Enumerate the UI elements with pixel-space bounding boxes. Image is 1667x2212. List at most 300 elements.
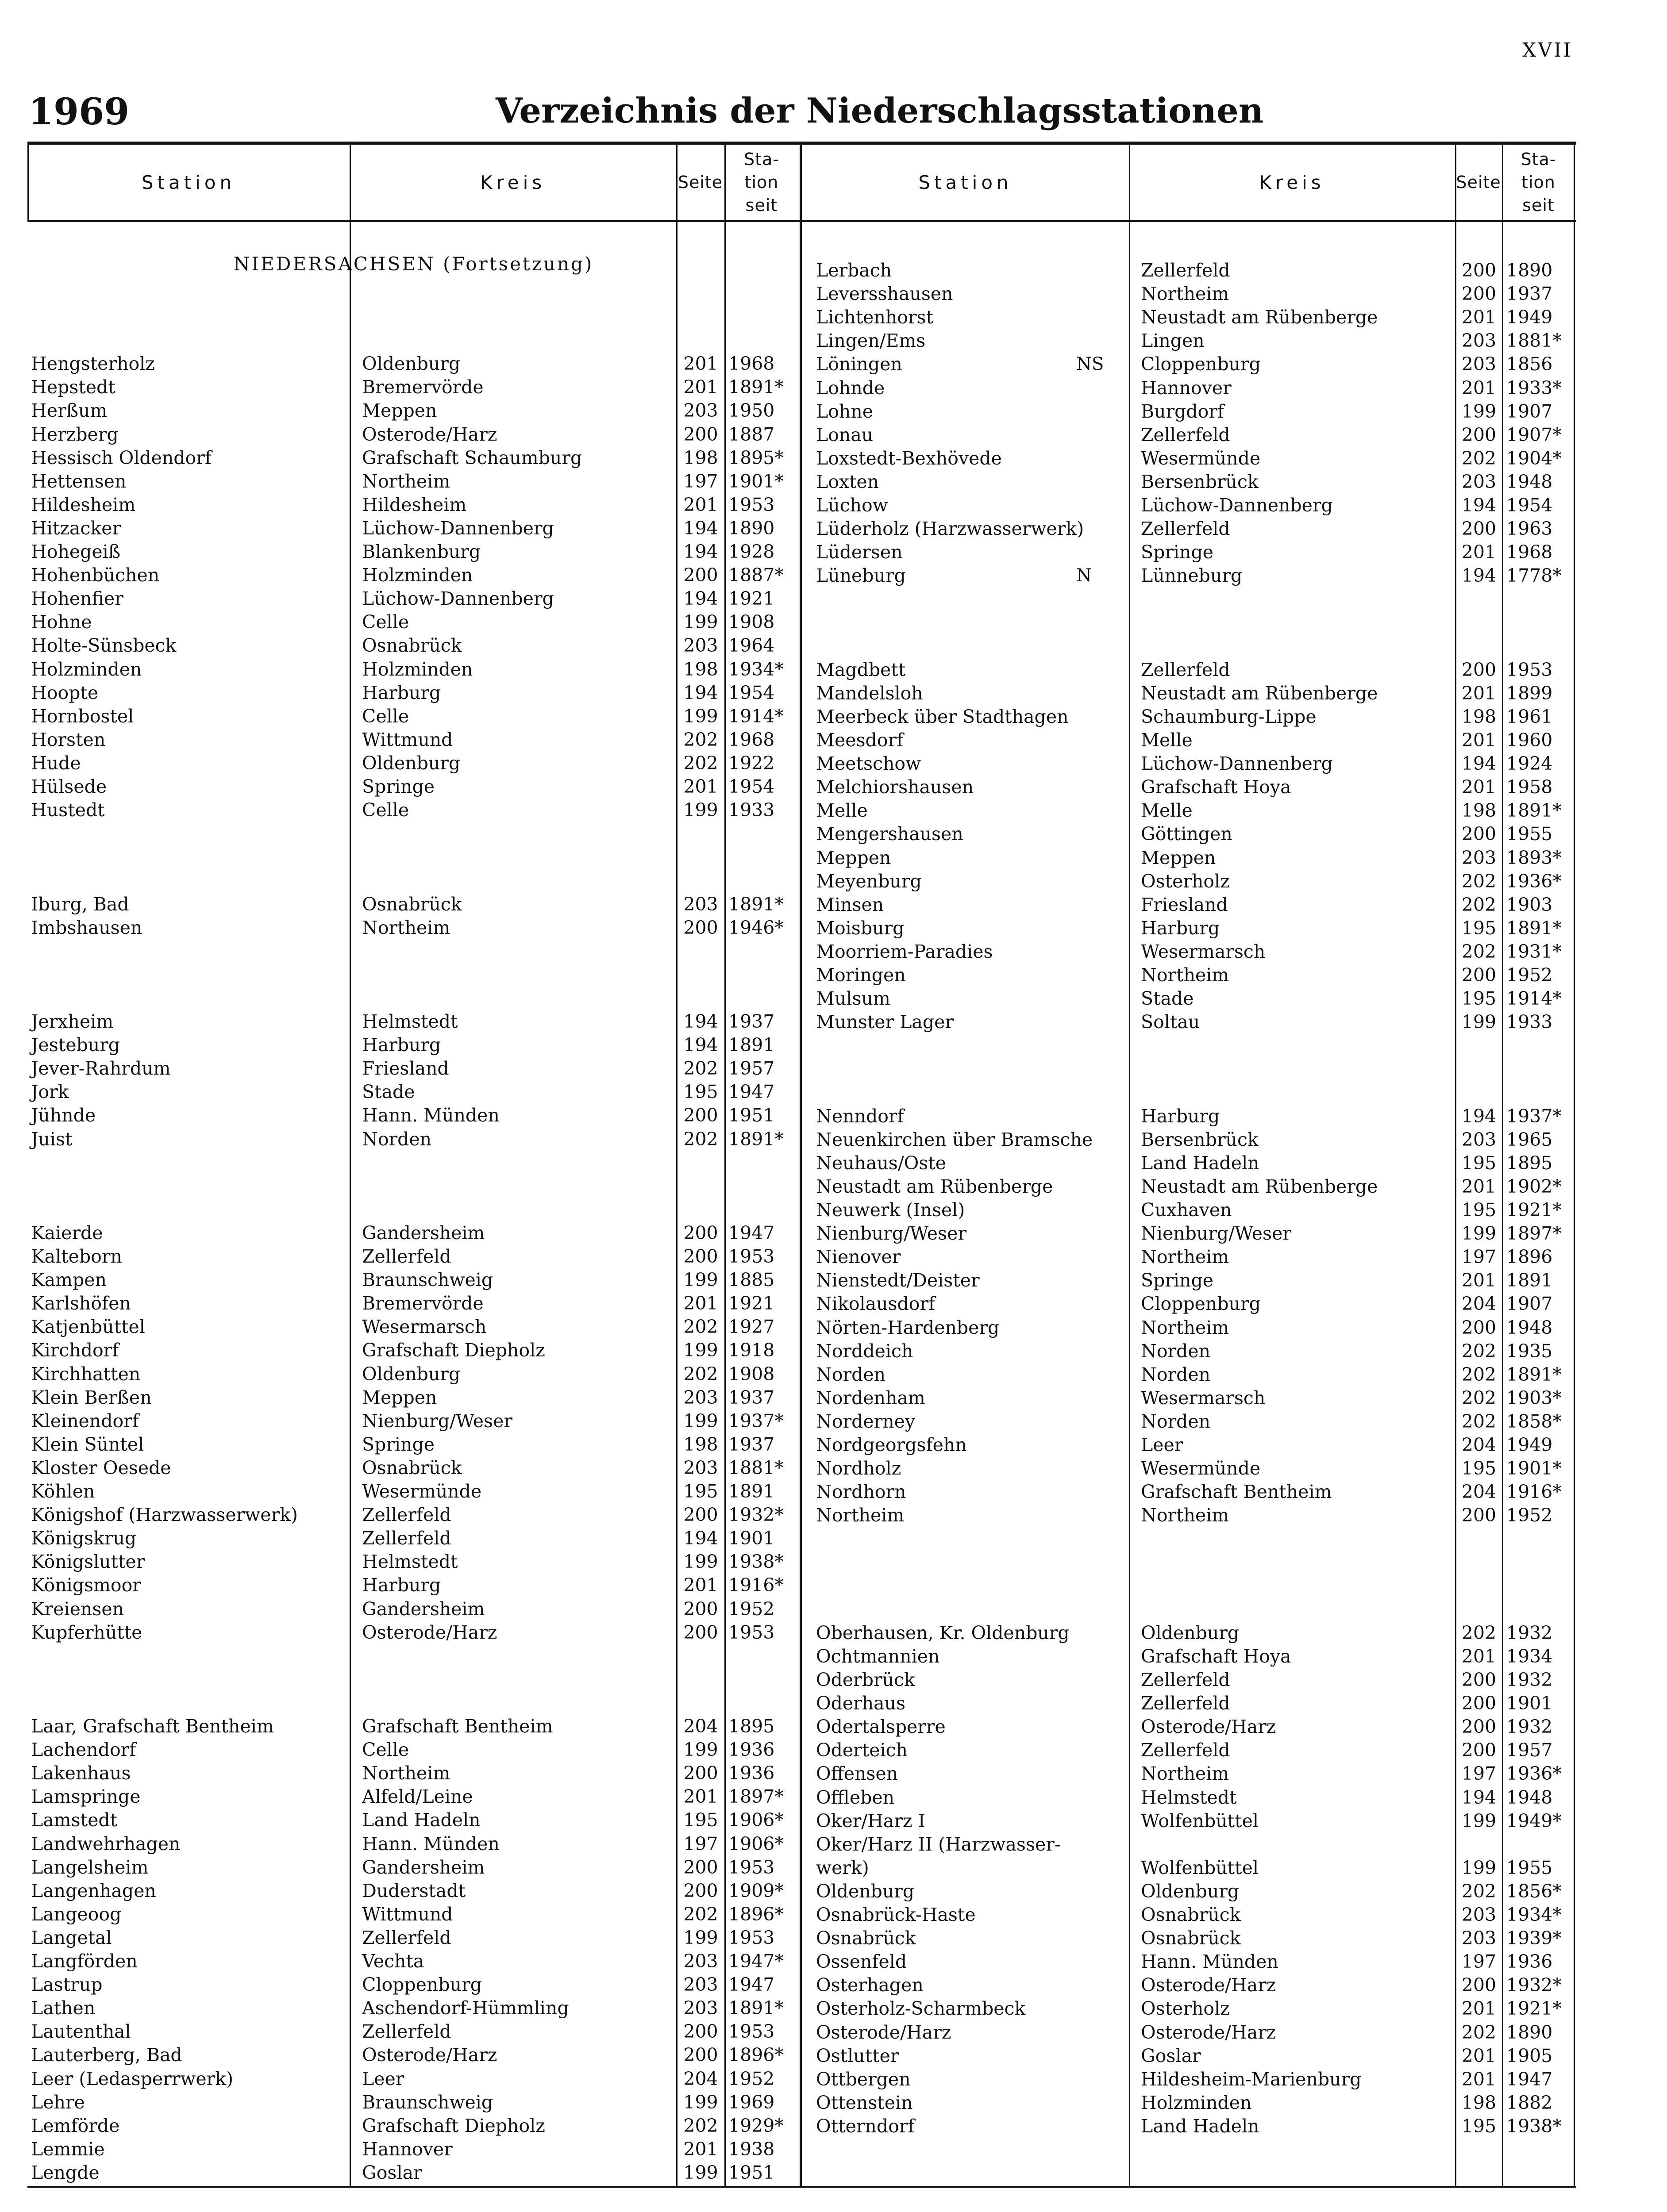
table-row <box>27 940 1574 964</box>
seite-value: 197 <box>683 1833 718 1855</box>
station-seit-value: 1952 <box>1506 1505 1553 1526</box>
station-seit-value: 1937 <box>1506 283 1553 305</box>
station-seit-value: 1891* <box>1506 1363 1562 1385</box>
station-name: Loxstedt-Bexhövede <box>816 447 1002 469</box>
kreis-name: Soltau <box>1141 1011 1200 1033</box>
station-name: Norden <box>816 1363 886 1385</box>
station-name: Langelsheim <box>31 1856 149 1878</box>
seite-value: 198 <box>1461 800 1497 822</box>
kreis-name: Grafschaft Schaumburg <box>362 447 582 469</box>
station-name: Meetschow <box>816 753 921 775</box>
table-row <box>27 541 1574 564</box>
seite-value: 201 <box>1461 682 1497 704</box>
station-seit-value: 1948 <box>1506 1786 1553 1808</box>
kreis-name: Duderstadt <box>362 1880 466 1901</box>
station-name: Ossenfeld <box>816 1951 907 1973</box>
table-row <box>27 447 1574 470</box>
table-row <box>27 729 1574 752</box>
station-name: Lautenthal <box>31 2021 131 2043</box>
station-seit-value: 1918 <box>728 1340 775 1361</box>
station-seit-value: 1951 <box>728 1105 775 1126</box>
seite-value: 198 <box>683 658 718 680</box>
station-name: Löningen <box>816 353 902 375</box>
kreis-name: Grafschaft Bentheim <box>1141 1481 1332 1503</box>
seite-value: 199 <box>1461 1810 1497 1832</box>
kreis-name: Goslar <box>1141 2045 1201 2066</box>
table-row <box>27 822 1574 846</box>
kreis-name: Wesermünde <box>1141 1458 1261 1479</box>
station-seit-value: 1932* <box>728 1504 784 1526</box>
kreis-name: Bremervörde <box>362 1293 484 1314</box>
kreis-name: Lünneburg <box>1141 565 1243 587</box>
seite-value: 195 <box>1461 1199 1497 1221</box>
seite-value: 200 <box>1461 260 1497 281</box>
station-name: Lemförde <box>31 2115 120 2136</box>
station-seit-value: 1890 <box>1506 260 1553 281</box>
seite-value: 199 <box>683 1739 718 1761</box>
kreis-name: Grafschaft Hoya <box>1141 1645 1291 1667</box>
station-seit-value: 1907* <box>1506 424 1562 445</box>
station-name: Nienburg/Weser <box>816 1223 966 1244</box>
station-name: werk) <box>816 1857 869 1878</box>
seite-value: 201 <box>1461 1270 1497 1291</box>
station-name: Loxten <box>816 471 879 492</box>
seite-value: 203 <box>683 1457 718 1479</box>
kreis-name: Hannover <box>1141 377 1232 399</box>
seite-value: 199 <box>1461 1857 1497 1878</box>
table-row <box>27 2138 800 2161</box>
seite-value: 201 <box>1461 730 1497 751</box>
table-row <box>27 846 1574 870</box>
station-seit-value: 1856 <box>1506 353 1553 375</box>
station-seit-value: 1936 <box>728 1763 775 1784</box>
table-row <box>27 658 1574 682</box>
station-seit-value: 1916* <box>1506 1481 1562 1503</box>
header-station-left: Station <box>141 171 236 193</box>
table-row <box>27 1786 1574 1809</box>
kreis-name: Oldenburg <box>362 353 461 375</box>
kreis-name: Holzminden <box>1141 2092 1252 2113</box>
table-row <box>27 494 1574 517</box>
kreis-name: Hildesheim-Marienburg <box>1141 2068 1362 2090</box>
station-name: Ochtmannien <box>816 1645 940 1667</box>
kreis-name: Osterode/Harz <box>362 423 497 445</box>
kreis-name: Lüchow-Dannenberg <box>1141 753 1333 775</box>
kreis-name: Wesermarsch <box>1141 1387 1266 1409</box>
station-seit-value: 1939* <box>1506 1928 1562 1949</box>
station-name: Juist <box>31 1128 73 1150</box>
kreis-name: Oldenburg <box>362 1363 461 1385</box>
table-row <box>27 917 1574 940</box>
table-row <box>27 517 1574 541</box>
station-seit-value: 1903* <box>1506 1387 1562 1409</box>
station-seit-value: 1961 <box>1506 706 1553 727</box>
seite-value: 200 <box>1461 1740 1497 1761</box>
station-seit-value: 1932* <box>1506 1974 1562 1996</box>
seite-value: 200 <box>683 2021 718 2043</box>
station-name: Offleben <box>816 1786 895 1808</box>
station-seit-value: 1936* <box>1506 870 1562 892</box>
station-name: Mandelsloh <box>816 682 923 704</box>
kreis-name: Osterode/Harz <box>1141 1716 1276 1738</box>
table-row <box>27 1762 1574 1786</box>
kreis-name: Gandersheim <box>362 1222 485 1244</box>
station-name: Nikolausdorf <box>816 1293 936 1315</box>
kreis-name: Harburg <box>362 682 441 703</box>
station-seit-value: 1950 <box>728 400 775 422</box>
station-name: Iburg, Bad <box>31 893 129 915</box>
seite-value: 201 <box>1461 2068 1497 2090</box>
table-row <box>27 799 1574 822</box>
seite-value: 202 <box>1461 1880 1497 1902</box>
table-row <box>27 400 1574 423</box>
station-seit-value: 1937 <box>728 1386 775 1408</box>
seite-value: 199 <box>1461 400 1497 422</box>
kreis-name: Northeim <box>1141 283 1229 305</box>
table-row <box>27 1880 1574 1903</box>
table-row <box>27 259 1574 282</box>
header-station-seit-right: Sta- tion seit <box>1521 150 1556 215</box>
seite-value: 202 <box>1461 447 1497 469</box>
station-table <box>27 142 1576 2188</box>
table-row <box>27 1809 1574 1833</box>
station-name: Karlshöfen <box>31 1293 131 1314</box>
station-seit-value: 1964 <box>728 635 775 657</box>
table-row <box>27 353 1574 376</box>
kreis-name: Wesermarsch <box>362 1316 487 1338</box>
station-seit-value: 1947 <box>728 1081 775 1103</box>
station-name: Nordenham <box>816 1387 925 1409</box>
station-seit-value: 1934* <box>728 658 784 680</box>
kreis-name: Zellerfeld <box>1141 1669 1230 1690</box>
kreis-name: Gandersheim <box>362 1598 485 1620</box>
station-seit-value: 1933 <box>1506 1011 1553 1033</box>
kreis-name: Northeim <box>1141 1246 1229 1268</box>
table-row <box>27 893 1574 917</box>
station-name: Nordgeorgsfehn <box>816 1434 967 1455</box>
seite-value: 202 <box>683 1058 718 1079</box>
table-row <box>27 611 800 634</box>
kreis-name: Wesermarsch <box>1141 941 1266 962</box>
station-name: Ottbergen <box>816 2068 911 2090</box>
seite-value: 202 <box>1461 1622 1497 1644</box>
seite-value: 200 <box>1461 1974 1497 1996</box>
station-seit-value: 1935 <box>1506 1340 1553 1362</box>
table-row <box>27 682 1574 705</box>
seite-value: 201 <box>683 2138 718 2160</box>
station-seit-value: 1963 <box>1506 518 1553 540</box>
station-name: Offensen <box>816 1763 898 1785</box>
seite-value: 195 <box>1461 2115 1497 2137</box>
station-name: Hessisch Oldendorf <box>31 447 212 469</box>
station-seit-value: 1948 <box>1506 471 1553 492</box>
table-row <box>27 1645 1574 1668</box>
kreis-name: Hann. Münden <box>362 1833 500 1855</box>
station-name: Mulsum <box>816 988 890 1010</box>
kreis-name: Zellerfeld <box>1141 659 1230 680</box>
station-name: Ottenstein <box>816 2092 913 2113</box>
seite-value: 204 <box>683 2068 718 2089</box>
seite-value: 195 <box>683 1081 718 1103</box>
station-seit-value: 1934 <box>1506 1645 1553 1667</box>
station-seit-value: 1949 <box>1506 307 1553 328</box>
station-seit-value: 1881* <box>728 1457 784 1479</box>
seite-value: 202 <box>683 752 718 774</box>
table-row <box>27 1080 800 1104</box>
table-row <box>27 870 1574 893</box>
seite-value: 204 <box>1461 1293 1497 1315</box>
station-seit-value: 1858* <box>1506 1410 1562 1432</box>
table-row <box>27 1340 1574 1363</box>
station-seit-value: 1938* <box>728 1551 784 1573</box>
seite-value: 195 <box>683 1809 718 1831</box>
seite-value: 201 <box>1461 2045 1497 2066</box>
station-name: Nordhorn <box>816 1481 906 1503</box>
kreis-name: Grafschaft Hoya <box>1141 776 1291 798</box>
station-seit-value: 1952 <box>1506 964 1553 986</box>
kreis-name: Harburg <box>1141 917 1220 939</box>
seite-value: 203 <box>1461 330 1497 352</box>
station-seit-value: 1891* <box>1506 800 1562 822</box>
seite-value: 199 <box>683 2091 718 2113</box>
station-seit-value: 1938 <box>728 2138 775 2160</box>
station-name: Melchiorshausen <box>816 776 974 798</box>
kreis-name: Goslar <box>362 2162 422 2183</box>
kreis-name: Göttingen <box>1141 823 1232 845</box>
station-seit-value: 1882 <box>1506 2092 1553 2113</box>
station-name: Ostlutter <box>816 2045 899 2066</box>
station-name: Holte-Sünsbeck <box>31 635 177 657</box>
kreis-name: Cloppenburg <box>1141 1293 1261 1315</box>
kreis-name: Melle <box>1141 730 1193 751</box>
kreis-name: Bersenbrück <box>1141 1129 1259 1150</box>
station-name: Hohenbüchen <box>31 565 160 586</box>
station-seit-value: 1954 <box>1506 495 1553 516</box>
header-seite-left: Seite <box>678 173 723 192</box>
kreis-name: Grafschaft Bentheim <box>362 1716 553 1737</box>
kreis-name: Melle <box>1141 800 1193 822</box>
kreis-name: Zellerfeld <box>362 1927 451 1948</box>
kreis-name: Aschendorf-Hümmling <box>362 1997 569 2019</box>
seite-value: 201 <box>683 1575 718 1596</box>
seite-value: 194 <box>683 1011 718 1032</box>
station-seit-value: 1896 <box>1506 1246 1553 1268</box>
kreis-name: Osnabrück <box>1141 1904 1241 1925</box>
kreis-name: Lüchow-Dannenberg <box>362 517 554 539</box>
kreis-name: Helmstedt <box>362 1551 458 1573</box>
table-row <box>27 1386 1574 1410</box>
table-row <box>27 2115 1574 2138</box>
station-name: Osnabrück-Haste <box>816 1904 976 1925</box>
table-row <box>27 1410 1574 1433</box>
station-seit-value: 1891 <box>1506 1270 1553 1291</box>
station-name: Meesdorf <box>816 730 904 751</box>
seite-value: 202 <box>1461 1363 1497 1385</box>
kreis-name: Nienburg/Weser <box>1141 1223 1291 1244</box>
seite-value: 194 <box>683 1034 718 1056</box>
table-row <box>27 776 1574 799</box>
seite-value: 199 <box>683 1340 718 1361</box>
kreis-name: Harburg <box>362 1034 441 1056</box>
seite-value: 200 <box>1461 424 1497 445</box>
station-seit-value: 1968 <box>728 729 775 750</box>
seite-value: 200 <box>683 565 718 586</box>
table-row <box>27 1715 1574 1739</box>
kreis-name: Bersenbrück <box>1141 471 1259 492</box>
station-name: Osnabrück <box>816 1928 916 1949</box>
station-seit-value: 1954 <box>728 776 775 797</box>
seite-value: 200 <box>1461 659 1497 680</box>
kreis-name: Blankenburg <box>362 541 481 562</box>
kreis-name: Vechta <box>362 1951 424 1972</box>
seite-value: 200 <box>1461 283 1497 305</box>
seite-value: 204 <box>683 1716 718 1737</box>
station-name: Holzminden <box>31 658 142 680</box>
kreis-name: Springe <box>362 776 435 797</box>
kreis-name: Northeim <box>1141 1317 1229 1338</box>
table-row <box>27 2161 800 2185</box>
seite-value: 201 <box>1461 776 1497 798</box>
seite-value: 194 <box>1461 1786 1497 1808</box>
station-name: Mengershausen <box>816 823 963 845</box>
station-name: Kupferhütte <box>31 1621 142 1643</box>
kreis-name: Osnabrück <box>362 635 462 657</box>
station-seit-value: 1921* <box>1506 1998 1562 2020</box>
seite-value: 200 <box>1461 964 1497 986</box>
table-row <box>27 634 800 657</box>
station-name: Hoopte <box>31 682 99 703</box>
station-name: Köhlen <box>31 1481 95 1502</box>
table-row <box>27 1033 800 1057</box>
station-seit-value: 1885 <box>728 1269 775 1291</box>
table-row <box>27 376 1574 400</box>
seite-value: 203 <box>683 1951 718 1972</box>
kreis-name: Zellerfeld <box>362 1246 451 1267</box>
seite-value: 200 <box>683 917 718 938</box>
seite-value: 200 <box>1461 1317 1497 1338</box>
seite-value: 202 <box>1461 1340 1497 1362</box>
station-name: Königsmoor <box>31 1575 141 1596</box>
table-row <box>27 1198 1574 1222</box>
station-seit-value: 1953 <box>1506 659 1553 680</box>
kreis-name: Norden <box>1141 1363 1211 1385</box>
station-name: Lehre <box>31 2091 85 2113</box>
seite-value: 200 <box>1461 518 1497 540</box>
station-seit-value: 1909* <box>728 1880 784 1901</box>
station-seit-value: 1887 <box>728 423 775 445</box>
kreis-name: Friesland <box>362 1058 449 1079</box>
seite-value: 201 <box>683 494 718 515</box>
table-row <box>27 1739 1574 1762</box>
kreis-name: Zellerfeld <box>362 2021 451 2043</box>
table-row <box>27 1316 1574 1340</box>
header-kreis-left: Kreis <box>480 171 546 193</box>
station-name: Nörten-Hardenberg <box>816 1317 1000 1338</box>
kreis-name: Osnabrück <box>362 893 462 915</box>
seite-value: 199 <box>1461 1011 1497 1033</box>
seite-value: 194 <box>1461 565 1497 587</box>
station-seit-value: 1906* <box>728 1833 784 1855</box>
station-seit-value: 1953 <box>728 1246 775 1267</box>
kreis-name: Meppen <box>362 1386 437 1408</box>
table-row <box>27 564 1574 588</box>
station-name: Leer (Ledasperrwerk) <box>31 2068 234 2089</box>
kreis-name: Lüchow-Dannenberg <box>1141 495 1333 516</box>
station-seit-value: 1949* <box>1506 1810 1562 1832</box>
station-name: Langeoog <box>31 1903 122 1925</box>
kreis-name: Friesland <box>1141 894 1228 915</box>
table-row <box>27 1950 1574 1974</box>
kreis-name: Holzminden <box>362 565 473 586</box>
station-name: Oderteich <box>816 1740 908 1761</box>
kreis-name: Northeim <box>1141 1505 1229 1526</box>
table-row <box>27 1480 1574 1504</box>
seite-value: 200 <box>683 1763 718 1784</box>
kreis-name: Springe <box>362 1433 435 1455</box>
seite-value: 200 <box>1461 1669 1497 1690</box>
station-name: Klein Süntel <box>31 1433 144 1455</box>
station-name: Norddeich <box>816 1340 913 1362</box>
station-name: Lohnde <box>816 377 885 399</box>
station-name: Oberhausen, Kr. Oldenburg <box>816 1622 1070 1644</box>
station-name: Kampen <box>31 1269 107 1291</box>
seite-value: 199 <box>1461 1223 1497 1244</box>
table-row <box>27 1550 800 1574</box>
station-seit-value: 1936 <box>1506 1951 1553 1973</box>
kreis-name: Zellerfeld <box>362 1528 451 1549</box>
station-seit-value: 1856* <box>1506 1880 1562 1902</box>
kreis-name: Oldenburg <box>1141 1880 1240 1902</box>
station-name: Kreiensen <box>31 1598 124 1620</box>
station-seit-value: 1901* <box>1506 1458 1562 1479</box>
station-seit-value: 1907 <box>1506 1293 1553 1315</box>
station-seit-value: 1897* <box>728 1786 784 1808</box>
station-name: Lachendorf <box>31 1739 136 1761</box>
seite-value: 199 <box>683 611 718 633</box>
station-seit-value: 1914* <box>728 705 784 727</box>
table-row <box>27 2021 1574 2044</box>
kreis-name: Gandersheim <box>362 1856 485 1878</box>
kreis-name: Zellerfeld <box>1141 518 1230 540</box>
header-seite-right: Seite <box>1456 173 1501 192</box>
station-seit-value: 1947 <box>728 1974 775 1996</box>
station-name: Hornbostel <box>31 705 134 727</box>
station-seit-value: 1890 <box>728 517 775 539</box>
kreis-name: Wesermünde <box>362 1481 482 1502</box>
seite-value: 199 <box>683 1269 718 1291</box>
seite-value: 195 <box>1461 988 1497 1010</box>
station-seit-value: 1891* <box>728 1128 784 1150</box>
kreis-name: Zellerfeld <box>1141 1740 1230 1761</box>
station-name: Lüchow <box>816 495 888 516</box>
station-name: Hude <box>31 752 81 774</box>
seite-value: 198 <box>683 1433 718 1455</box>
station-seit-value: 1953 <box>728 2021 775 2043</box>
station-name: Kirchdorf <box>31 1340 119 1361</box>
section-title: NIEDERSACHSEN (Fortsetzung) <box>233 253 594 275</box>
seite-value: 203 <box>1461 1129 1497 1150</box>
seite-value: 201 <box>683 353 718 375</box>
station-seit-value: 1929* <box>728 2115 784 2136</box>
station-seit-value: 1932 <box>1506 1716 1553 1738</box>
station-name: Nordholz <box>816 1458 901 1479</box>
seite-value: 202 <box>683 1363 718 1385</box>
station-name: Osterhagen <box>816 1974 924 1996</box>
seite-value: 204 <box>1461 1481 1497 1503</box>
station-seit-value: 1969 <box>728 2091 775 2113</box>
header-station-right: Station <box>918 171 1013 193</box>
seite-value: 203 <box>1461 1904 1497 1925</box>
